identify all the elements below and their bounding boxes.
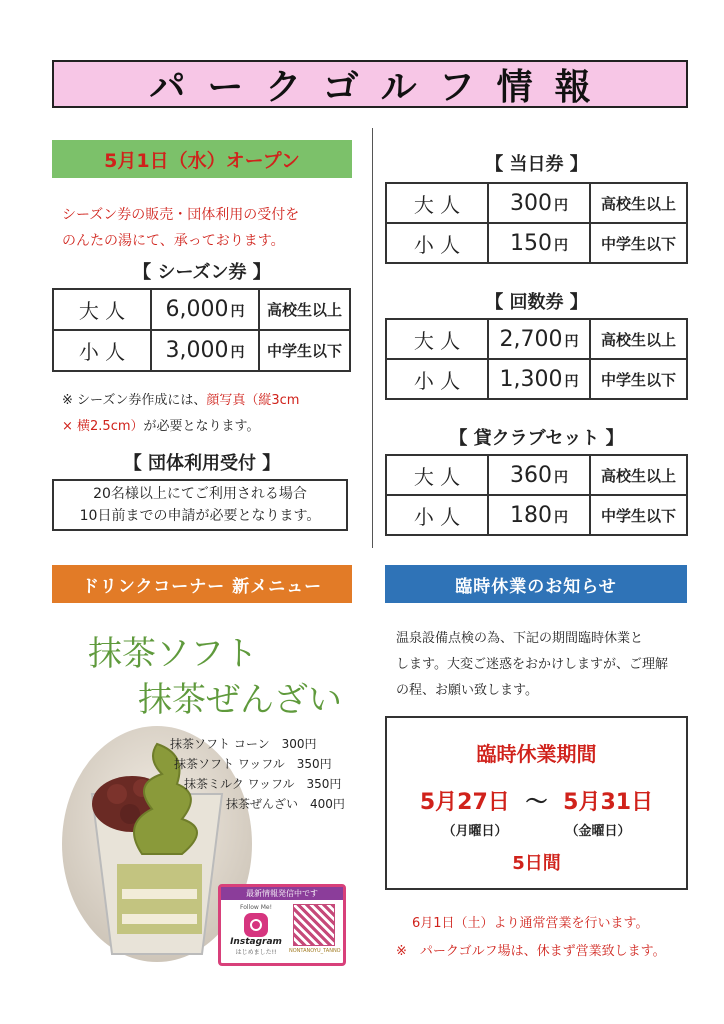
closure-duration: 5日間	[512, 853, 561, 874]
ticket-type: 小 人	[386, 359, 488, 399]
ticket-amount: 150 円	[488, 223, 590, 263]
group-note-line: 10日前までの申請が必要となります。	[79, 508, 321, 524]
table-row	[386, 223, 687, 263]
season-notice	[62, 202, 299, 254]
menu-item: 抹茶ソフト コーン 300円	[170, 737, 317, 751]
ticket-type: 小 人	[386, 223, 488, 263]
table-row	[53, 289, 350, 330]
photo-note: ※ シーズン券作成には、顔写真（縦3cm × 横2.5cm）が必要となります。	[62, 393, 300, 434]
instagram-icon	[244, 913, 268, 937]
page-title: パークゴルフ情報	[149, 66, 613, 108]
menu-item: 抹茶ぜんざい 400円	[226, 797, 345, 811]
instagram-card-header: 最新情報発信中です	[221, 887, 343, 900]
closure-banner-text: 臨時休業のお知らせ	[455, 576, 617, 597]
ticket-amount: 180 円	[488, 495, 590, 535]
qr-code-icon[interactable]	[293, 904, 335, 946]
closure-text-line: 温泉設備点検の為、下記の期間臨時休業と	[396, 631, 644, 646]
closure-end-date: 5月31日	[563, 790, 654, 815]
day-ticket-table	[385, 182, 688, 264]
ticket-type: 小 人	[386, 495, 488, 535]
ticket-note: 中学生以下	[590, 495, 687, 535]
ticket-type: 大 人	[386, 455, 488, 495]
closure-period-dates: 5月27日 ～ 5月31日	[419, 790, 654, 815]
season-notice-line: のんたの湯にて、承っております。	[62, 233, 285, 249]
table-row	[386, 319, 687, 359]
ticket-amount: 3,000 円	[151, 330, 259, 371]
ticket-amount: 1,300 円	[488, 359, 590, 399]
ticket-type: 大 人	[53, 289, 151, 330]
ticket-note: 高校生以上	[590, 183, 687, 223]
matcha-soft-title: 抹茶ソフト	[88, 634, 258, 674]
closure-text	[396, 626, 668, 704]
parkgolf-open-notice: ※ パークゴルフ場は、休まず営業致します。	[396, 944, 666, 959]
qr-code-area[interactable]: NONTANOYU_TANNO	[289, 904, 339, 954]
closure-period-title: 臨時休業期間	[476, 742, 597, 766]
closure-text-line: します。大変ご迷惑をおかけしますが、ご理解	[396, 657, 668, 672]
coupon-heading: 【 回数券 】	[485, 292, 588, 313]
open-banner-text: 5月1日（水）オープン	[104, 149, 300, 172]
drink-banner-text: ドリンクコーナー 新メニュー	[81, 576, 323, 597]
day-ticket-heading: 【 当日券 】	[485, 154, 588, 175]
season-ticket-heading: 【 シーズン券 】	[133, 262, 271, 283]
drink-menu	[170, 734, 345, 814]
ticket-note: 中学生以下	[590, 359, 687, 399]
ticket-amount: 6,000 円	[151, 289, 259, 330]
club-set-table	[385, 454, 688, 536]
closure-weekdays: （月曜日） （金曜日）	[442, 824, 631, 839]
ticket-note: 高校生以上	[590, 319, 687, 359]
instagram-card	[218, 884, 346, 966]
table-row	[386, 359, 687, 399]
menu-item: 抹茶ミルク ワッフル 350円	[184, 777, 342, 791]
ticket-amount: 360 円	[488, 455, 590, 495]
ticket-amount: 300 円	[488, 183, 590, 223]
closure-text-line: の程、お願い致します。	[396, 683, 538, 698]
instagram-logo-area: Follow Me! Instagram はじめました!!	[230, 904, 282, 956]
ticket-type: 大 人	[386, 183, 488, 223]
ticket-type: 小 人	[53, 330, 151, 371]
group-note-box	[52, 479, 348, 531]
ticket-note: 高校生以上	[590, 455, 687, 495]
club-set-heading: 【 貸クラブセット 】	[449, 428, 624, 449]
coupon-ticket-table	[385, 318, 688, 400]
ticket-type: 大 人	[386, 319, 488, 359]
table-row	[386, 183, 687, 223]
season-notice-line: シーズン券の販売・団体利用の受付を	[62, 207, 300, 223]
drink-banner	[52, 565, 352, 603]
closure-period-box	[385, 716, 688, 890]
table-row	[386, 495, 687, 535]
ticket-amount: 2,700 円	[488, 319, 590, 359]
page-title-box	[52, 60, 688, 108]
column-divider	[372, 128, 373, 548]
resume-notice: 6月1日（土）より通常営業を行います。	[412, 916, 649, 931]
group-heading: 【 団体利用受付 】	[123, 453, 281, 474]
matcha-zenzai-title: 抹茶ぜんざい	[138, 680, 342, 720]
ticket-note: 高校生以上	[259, 289, 350, 330]
menu-item: 抹茶ソフト ワッフル 350円	[174, 757, 332, 771]
ticket-note: 中学生以下	[259, 330, 350, 371]
closure-banner	[385, 565, 687, 603]
table-row	[386, 455, 687, 495]
season-ticket-table	[52, 288, 351, 372]
ticket-note: 中学生以下	[590, 223, 687, 263]
table-row	[53, 330, 350, 371]
closure-start-date: 5月27日	[419, 790, 510, 815]
open-banner	[52, 140, 352, 178]
group-note-line: 20名様以上にてご利用される場合	[93, 486, 307, 502]
